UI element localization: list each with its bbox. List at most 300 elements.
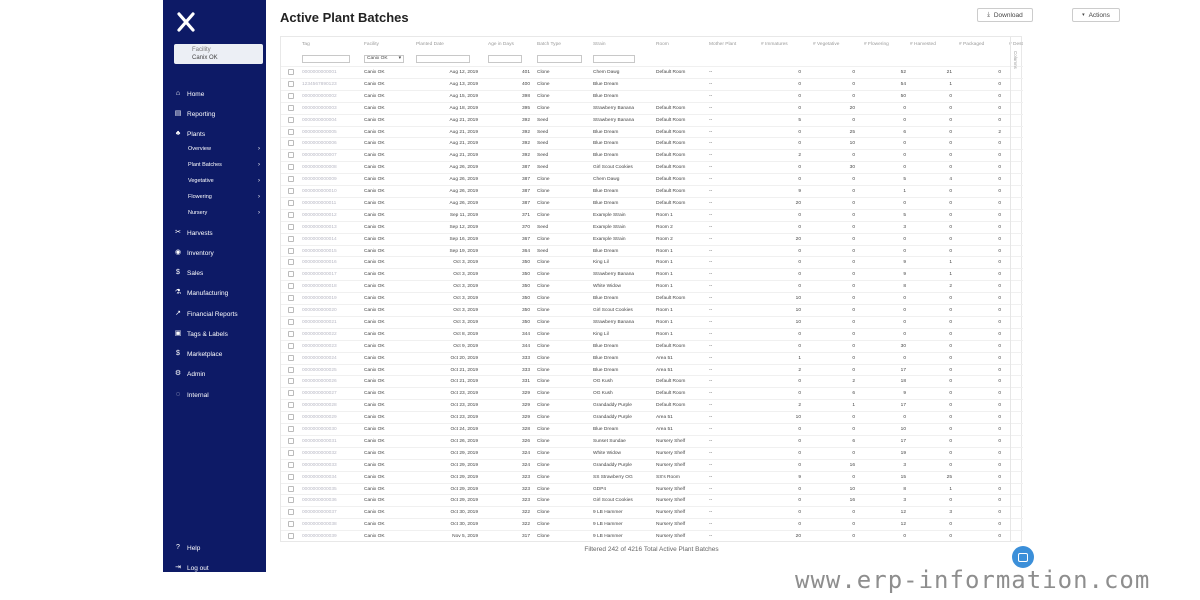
cell--packaged: 0	[998, 522, 1001, 528]
filter-tag[interactable]	[302, 55, 350, 63]
cell-facility: Canix OK	[364, 486, 385, 492]
cell-age-in-days: 350	[521, 296, 530, 302]
home-icon: ⌂	[175, 90, 181, 97]
table-row[interactable]	[281, 530, 1023, 543]
cell-tag[interactable]: 0000000000001	[302, 70, 337, 75]
row-checkbox[interactable]	[288, 152, 294, 158]
row-checkbox[interactable]	[288, 462, 294, 468]
filter-age-in-days[interactable]	[488, 55, 522, 63]
cell-tag[interactable]: 0000000000013	[302, 224, 337, 230]
cell--packaged: 0	[998, 105, 1001, 111]
cell-age-in-days: 324	[521, 450, 530, 456]
cell-strain: 9 LB Hammer	[593, 534, 623, 540]
cell--packaged: 0	[998, 284, 1001, 290]
cell-planted-date: Oct 9, 2019	[453, 343, 478, 349]
cell--immatures: 0	[798, 391, 801, 397]
cell--vegetative: 20	[849, 105, 855, 111]
row-checkbox[interactable]	[288, 450, 294, 456]
cell--flowering: 5	[903, 212, 906, 218]
cell-tag[interactable]: 0000000000004	[302, 117, 337, 123]
cell-age-in-days: 324	[521, 462, 530, 468]
cell-facility: Canix OK	[364, 331, 385, 337]
cell--vegetative: 0	[852, 224, 855, 230]
cell--immatures: 9	[798, 474, 801, 480]
cell--flowering: 0	[903, 331, 906, 337]
row-checkbox[interactable]	[288, 271, 294, 277]
cell-batch-type: Clone	[537, 272, 550, 278]
plant-batches-table	[280, 36, 1022, 542]
cell-room: Room 1	[656, 248, 673, 254]
cell--harvested: 0	[949, 438, 952, 444]
cell-age-in-days: 370	[521, 224, 530, 230]
cell-tag[interactable]: 0000000000005	[302, 129, 337, 135]
sidebar-subitem-overview[interactable]	[188, 146, 260, 152]
cell--immatures: 0	[798, 260, 801, 266]
row-checkbox[interactable]	[288, 69, 294, 75]
table-header	[281, 39, 1023, 51]
cell-batch-type: Clone	[537, 474, 550, 480]
cell-age-in-days: 350	[521, 308, 530, 313]
cell--harvested: 0	[949, 141, 952, 147]
cell--packaged: 0	[998, 403, 1001, 409]
cell-tag[interactable]: 0000000000021	[302, 319, 337, 325]
column-header--immatures[interactable]: # Immatures	[761, 42, 788, 47]
cell-mother-plant: --	[709, 165, 713, 171]
filter-batch-type[interactable]	[537, 55, 582, 63]
sales-icon: $	[176, 269, 180, 276]
cell--harvested: 4	[949, 177, 952, 183]
cell-tag[interactable]: 0000000000023	[302, 343, 337, 349]
filter-facility[interactable]	[364, 55, 404, 63]
cell-mother-plant: --	[709, 296, 713, 302]
cell-planted-date: Oct 29, 2019	[450, 474, 478, 480]
cell-facility: Canix OK	[364, 200, 385, 206]
column-header-mother-plant[interactable]: Mother Plant	[709, 42, 737, 47]
row-checkbox[interactable]	[288, 355, 294, 361]
cell--packaged: 0	[998, 212, 1001, 218]
watermark: www.erp-information.com	[795, 566, 1151, 594]
cell-tag[interactable]: 0000000000029	[302, 415, 337, 421]
sidebar-subitem-label: Plant Batches	[188, 162, 222, 168]
cell-tag[interactable]: 0000000000010	[302, 189, 337, 194]
cell-mother-plant: --	[709, 486, 713, 492]
cell-batch-type: Clone	[537, 319, 550, 325]
cell-age-in-days: 350	[521, 284, 530, 290]
cell-mother-plant: --	[709, 319, 713, 325]
column-header-tag[interactable]: Tag	[302, 42, 310, 47]
cell-tag[interactable]: 0000000000018	[302, 284, 337, 290]
cell-strain: Blue Dream	[593, 153, 619, 159]
cell-mother-plant: --	[709, 450, 713, 456]
cell--vegetative: 6	[852, 438, 855, 444]
cell-facility: Canix OK	[364, 272, 385, 278]
column-header--harvested[interactable]: # Harvested	[910, 42, 936, 47]
cell--packaged: 0	[998, 367, 1001, 373]
row-checkbox[interactable]	[288, 295, 294, 301]
cell-room: Default Room	[656, 141, 686, 147]
cell--harvested: 0	[949, 367, 952, 373]
cell--packaged: 0	[998, 260, 1001, 266]
cell-tag[interactable]: 0000000000007	[302, 153, 337, 159]
row-checkbox[interactable]	[288, 497, 294, 503]
column-header-facility[interactable]: Facility	[364, 42, 379, 47]
cell-tag[interactable]: 0000000000011	[302, 200, 337, 206]
cell-tag[interactable]: 0000000000034	[302, 474, 337, 480]
row-checkbox[interactable]	[288, 140, 294, 146]
row-checkbox[interactable]	[288, 259, 294, 265]
cell--immatures: 0	[798, 93, 801, 99]
sidebar-subitem-label: Nursery	[188, 210, 208, 216]
cell-planted-date: Oct 29, 2019	[450, 450, 478, 456]
sidebar-item-log-out[interactable]	[174, 564, 209, 572]
cell--flowering: 17	[900, 403, 906, 409]
cell-tag[interactable]: 1234567890123	[302, 81, 337, 87]
cell-tag[interactable]: 0000000000006	[302, 141, 337, 147]
sidebar-item-financial-reports[interactable]	[174, 310, 238, 318]
cell-strain: Blue Dream	[593, 200, 619, 206]
cell--vegetative: 2	[852, 379, 855, 385]
cell--packaged: 0	[998, 248, 1001, 254]
cell-mother-plant: --	[709, 105, 713, 111]
cell-tag[interactable]: 0000000000024	[302, 355, 337, 361]
cell-tag[interactable]: 0000000000022	[302, 331, 337, 337]
plant-icon: ♣	[175, 130, 181, 137]
cell-tag[interactable]: 0000000000025	[302, 367, 337, 373]
cell--immatures: 0	[798, 284, 801, 290]
cell-tag[interactable]: 0000000000037	[302, 510, 337, 516]
cell--immatures: 0	[798, 272, 801, 278]
cell-planted-date: Sep 11, 2019	[449, 212, 478, 218]
cell--packaged: 0	[998, 236, 1001, 242]
cell--flowering: 3	[903, 224, 906, 230]
cell-room: Room 1	[656, 260, 673, 266]
row-checkbox[interactable]	[288, 117, 294, 123]
cell--vegetative: 0	[852, 200, 855, 206]
cell--vegetative: 0	[852, 177, 855, 183]
cell--vegetative: 0	[852, 296, 855, 302]
row-checkbox[interactable]	[288, 390, 294, 396]
cell--vegetative: 0	[852, 474, 855, 480]
column-header-age-in-days[interactable]: Age in Days	[488, 42, 514, 47]
cell-batch-type: Clone	[537, 522, 550, 528]
cell--immatures: 10	[795, 296, 801, 302]
sidebar-subitem-flowering[interactable]	[188, 194, 260, 200]
row-checkbox[interactable]	[288, 509, 294, 515]
cell--flowering: 1	[903, 189, 906, 194]
row-checkbox[interactable]	[288, 93, 294, 99]
row-checkbox[interactable]	[288, 176, 294, 182]
cell-tag[interactable]: 0000000000033	[302, 462, 337, 468]
cell-tag[interactable]: 0000000000039	[302, 534, 337, 540]
cell--flowering: 5	[903, 177, 906, 183]
cell-tag[interactable]: 0000000000019	[302, 296, 337, 302]
row-checkbox[interactable]	[288, 283, 294, 289]
cell-tag[interactable]: 0000000000017	[302, 272, 337, 278]
row-checkbox[interactable]	[288, 378, 294, 384]
cell-mother-plant: --	[709, 272, 713, 278]
cell-tag[interactable]: 0000000000027	[302, 391, 337, 397]
row-checkbox[interactable]	[288, 521, 294, 527]
column-header--packaged[interactable]: # Packaged	[959, 42, 985, 47]
sidebar-item-label: Financial Reports	[187, 310, 238, 318]
cell-batch-type: Clone	[537, 450, 550, 456]
cell-batch-type: Seed	[537, 141, 549, 147]
row-checkbox[interactable]	[288, 212, 294, 218]
cell--harvested: 0	[949, 248, 952, 254]
cell-facility: Canix OK	[364, 189, 385, 194]
cell-tag[interactable]: 0000000000020	[302, 308, 337, 313]
app-logo-icon[interactable]	[177, 12, 195, 32]
cell-age-in-days: 329	[521, 403, 530, 409]
sidebar-item-plants[interactable]	[174, 130, 205, 138]
cell--immatures: 5	[798, 117, 801, 123]
row-checkbox[interactable]	[288, 486, 294, 492]
columns-panel-toggle[interactable]	[1010, 37, 1021, 541]
row-checkbox[interactable]	[288, 367, 294, 373]
cell-facility: Canix OK	[364, 141, 385, 147]
cell--packaged: 0	[998, 415, 1001, 421]
cell-mother-plant: --	[709, 355, 713, 361]
cell-batch-type: Seed	[537, 129, 549, 135]
cell-batch-type: Clone	[537, 200, 550, 206]
cell--harvested: 0	[949, 415, 952, 421]
cell--packaged: 0	[998, 117, 1001, 123]
sidebar-subitem-vegetative[interactable]	[188, 178, 260, 184]
row-checkbox[interactable]	[288, 188, 294, 194]
cell-tag[interactable]: 0000000000002	[302, 93, 337, 99]
row-checkbox[interactable]	[288, 164, 294, 170]
cell-room: Area 51	[656, 355, 673, 361]
sidebar-item-sales[interactable]	[174, 269, 203, 277]
cell--flowering: 0	[903, 319, 906, 325]
cell-facility: Canix OK	[364, 236, 385, 242]
sidebar-subitem-plant-batches[interactable]	[188, 162, 260, 168]
row-checkbox[interactable]	[288, 319, 294, 325]
cell-age-in-days: 323	[521, 498, 530, 504]
cell-batch-type: Seed	[537, 248, 549, 254]
cell--vegetative: 0	[852, 415, 855, 421]
cell--vegetative: 10	[849, 486, 855, 492]
cell--harvested: 0	[949, 105, 952, 111]
cell--immatures: 20	[795, 534, 801, 540]
row-checkbox[interactable]	[288, 438, 294, 444]
row-checkbox[interactable]	[288, 331, 294, 337]
sidebar-item-inventory[interactable]	[174, 249, 214, 257]
cell-planted-date: Nov 5, 2019	[452, 534, 478, 540]
cell-strain: King Lil	[593, 331, 609, 337]
cell-facility: Canix OK	[364, 177, 385, 183]
report-icon: ▤	[174, 110, 182, 117]
cell--flowering: 12	[900, 522, 906, 528]
row-checkbox[interactable]	[288, 474, 294, 480]
cell-mother-plant: --	[709, 153, 713, 159]
cell-age-in-days: 401	[521, 70, 530, 75]
sidebar-item-marketplace[interactable]	[174, 350, 222, 358]
row-checkbox[interactable]	[288, 105, 294, 111]
cell-strain: Blue Dream	[593, 343, 619, 349]
cell-room: Room 1	[656, 212, 673, 218]
sidebar-item-harvests[interactable]	[174, 229, 213, 237]
sidebar-subitem-label: Flowering	[188, 194, 212, 200]
column-header--vegetative[interactable]: # Vegetative	[813, 42, 840, 47]
column-header--flowering[interactable]: # Flowering	[864, 42, 889, 47]
cell-mother-plant: --	[709, 260, 713, 266]
row-checkbox[interactable]	[288, 414, 294, 420]
actions-button[interactable]	[1072, 8, 1120, 22]
cell-room: Area 51	[656, 427, 673, 432]
cell-facility: Canix OK	[364, 70, 385, 75]
cell-mother-plant: --	[709, 129, 713, 135]
cell--packaged: 0	[998, 474, 1001, 480]
cell-age-in-days: 333	[521, 355, 530, 361]
cell--packaged: 0	[998, 177, 1001, 183]
cell--immatures: 0	[798, 81, 801, 87]
cell--immatures: 2	[798, 153, 801, 159]
facility-selector[interactable]	[174, 44, 263, 64]
cell-room: Default Room	[656, 177, 686, 183]
cell-age-in-days: 322	[521, 522, 530, 528]
cell-facility: Canix OK	[364, 212, 385, 218]
cell--flowering: 6	[903, 129, 906, 135]
sidebar-item-tags-labels[interactable]	[174, 330, 228, 338]
chat-button[interactable]	[1012, 546, 1034, 568]
row-checkbox[interactable]	[288, 81, 294, 87]
cell--vegetative: 16	[849, 498, 855, 504]
row-checkbox[interactable]	[288, 307, 294, 313]
column-header-batch-type[interactable]: Batch Type	[537, 42, 561, 47]
cell-room: Room 1	[656, 319, 673, 325]
cell--vegetative: 6	[852, 391, 855, 397]
cell-facility: Canix OK	[364, 403, 385, 409]
cell-planted-date: Sep 12, 2019	[449, 224, 478, 230]
cell-tag[interactable]: 0000000000032	[302, 450, 337, 456]
cell-mother-plant: --	[709, 331, 713, 337]
cell--immatures: 0	[798, 248, 801, 254]
cell-mother-plant: --	[709, 498, 713, 504]
cell-mother-plant: --	[709, 415, 713, 421]
cell-planted-date: Oct 3, 2019	[453, 308, 478, 313]
cell-facility: Canix OK	[364, 224, 385, 230]
cell-strain: Blue Dream	[593, 427, 619, 432]
cell--packaged: 0	[998, 81, 1001, 87]
cell-tag[interactable]: 0000000000003	[302, 105, 337, 111]
row-checkbox[interactable]	[288, 236, 294, 242]
cell-tag[interactable]: 0000000000031	[302, 438, 337, 444]
sidebar-item-label: Plants	[187, 130, 206, 138]
cell-tag[interactable]: 0000000000038	[302, 522, 337, 528]
cell--flowering: 12	[900, 510, 906, 516]
filter-strain[interactable]	[593, 55, 635, 63]
sidebar-item-label: Help	[187, 544, 201, 552]
cell--immatures: 20	[795, 200, 801, 206]
cell--immatures: 0	[798, 486, 801, 492]
cell--vegetative: 0	[852, 260, 855, 266]
column-header--dest[interactable]: # Dest	[1009, 42, 1023, 47]
cell-room: Default Room	[656, 403, 686, 409]
cell-planted-date: Oct 21, 2019	[450, 379, 478, 385]
cell-tag[interactable]: 0000000000026	[302, 379, 337, 385]
cell-mother-plant: --	[709, 367, 713, 373]
cell-mother-plant: --	[709, 93, 713, 99]
download-button[interactable]	[977, 8, 1033, 22]
cell-tag[interactable]: 0000000000009	[302, 177, 337, 183]
row-checkbox[interactable]	[288, 224, 294, 230]
cell-age-in-days: 371	[521, 212, 530, 218]
cell-batch-type: Clone	[537, 70, 550, 75]
download-label: Download	[993, 11, 1023, 19]
cell-tag[interactable]: 0000000000035	[302, 486, 337, 492]
row-checkbox[interactable]	[288, 533, 294, 539]
filter-planted-date[interactable]	[416, 55, 470, 63]
cell-mother-plant: --	[709, 308, 713, 313]
cell-tag[interactable]: 0000000000014	[302, 236, 337, 242]
cell-planted-date: Aug 26, 2019	[449, 165, 478, 171]
cell--flowering: 9	[903, 391, 906, 397]
sidebar-item-internal[interactable]	[174, 391, 209, 399]
cell-tag[interactable]: 0000000000012	[302, 212, 337, 218]
cell-room: Default Room	[656, 165, 686, 171]
cell-strain: 9 LB Hammer	[593, 510, 623, 516]
sidebar-item-reporting[interactable]	[174, 110, 215, 118]
cell--immatures: 0	[798, 212, 801, 218]
cell--flowering: 0	[903, 296, 906, 302]
cell-tag[interactable]: 0000000000016	[302, 260, 337, 266]
cell--packaged: 0	[998, 308, 1001, 313]
row-checkbox[interactable]	[288, 248, 294, 254]
cell-tag[interactable]: 0000000000008	[302, 165, 337, 171]
cell-age-in-days: 400	[521, 81, 530, 87]
cell-room: Nursery Shelf	[656, 462, 686, 468]
cell--harvested: 1	[949, 81, 952, 87]
cell-room: SS's Room	[656, 474, 680, 480]
row-checkbox[interactable]	[288, 200, 294, 206]
sidebar-item-home[interactable]	[174, 90, 204, 98]
cell-batch-type: Clone	[537, 93, 550, 99]
column-header-strain[interactable]: Strain	[593, 42, 606, 47]
cell-batch-type: Clone	[537, 308, 550, 313]
admin-icon: ⚙	[174, 370, 182, 377]
cell-age-in-days: 392	[521, 129, 530, 135]
cell-tag[interactable]: 0000000000015	[302, 248, 337, 254]
column-header-room[interactable]: Room	[656, 42, 669, 47]
cell--immatures: 10	[795, 308, 801, 313]
cell-mother-plant: --	[709, 236, 713, 242]
row-checkbox[interactable]	[288, 343, 294, 349]
cell--vegetative: 0	[852, 81, 855, 87]
cell-strain: Blue Dream	[593, 129, 619, 135]
cell-batch-type: Clone	[537, 105, 550, 111]
sidebar-subitem-nursery[interactable]	[188, 210, 260, 216]
cell-tag[interactable]: 0000000000036	[302, 498, 337, 504]
cell--immatures: 0	[798, 343, 801, 349]
sidebar-item-manufacturing[interactable]	[174, 289, 228, 297]
column-header-planted-date[interactable]: Planted Date	[416, 42, 444, 47]
cell-tag[interactable]: 0000000000030	[302, 427, 337, 432]
sidebar-item-admin[interactable]	[174, 370, 205, 378]
cell--harvested: 0	[949, 308, 952, 313]
row-checkbox[interactable]	[288, 129, 294, 135]
cell-batch-type: Clone	[537, 498, 550, 504]
cell-room: Nursery Shelf	[656, 498, 686, 504]
cell-tag[interactable]: 0000000000028	[302, 403, 337, 409]
row-checkbox[interactable]	[288, 426, 294, 432]
cell-strain: Blue Dream	[593, 81, 619, 87]
cell-strain: Blue Dream	[593, 355, 619, 361]
sidebar-item-help[interactable]	[174, 544, 200, 552]
cell--harvested: 1	[949, 272, 952, 278]
cell--flowering: 15	[900, 474, 906, 480]
row-checkbox[interactable]	[288, 402, 294, 408]
